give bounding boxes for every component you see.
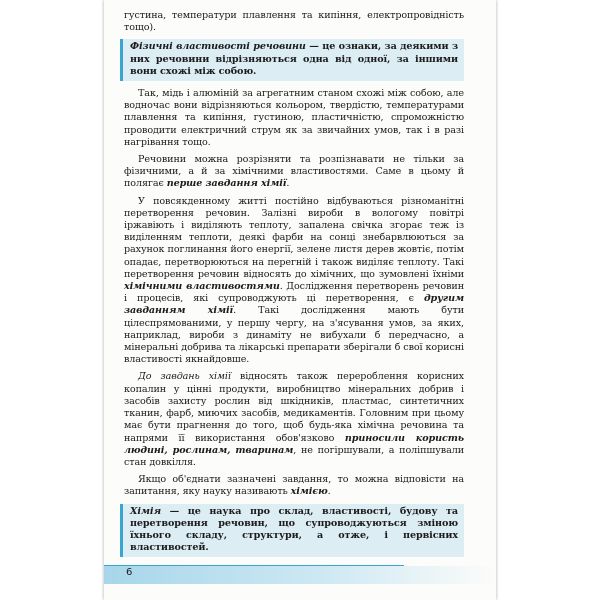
emphasis-chemical-properties: хімічними властивостями <box>124 281 280 293</box>
question-paragraph <box>124 474 464 498</box>
definition-text: — це ознаки, за деякими з них речовини відрізняються одна від одної, за іншими вони схожі між собою. <box>130 41 458 77</box>
footer-band <box>104 566 496 584</box>
first-task-paragraph <box>124 154 464 191</box>
text-span: . Дослідження перетворень речовин і процесів, які супроводжують ці перетворення, є <box>124 281 464 305</box>
everyday-paragraph <box>124 196 464 367</box>
text-span: Речовини можна розрізняти та розпізнавати не тільки за фізичними, а й за хімічними властивостями. Саме в цьому й полягає <box>124 154 464 190</box>
definition-chemistry <box>120 504 464 558</box>
definition-text: — це наука про склад, властивості, будову та перетворення речовин, що супроводжуються зміною їхнього складу, структури, а отже, і первісних властивостей. <box>130 505 458 554</box>
intro-paragraph: густина, температури плавлення та кипіння, електропровідність тощо). <box>124 10 464 34</box>
text-span: . <box>286 178 290 190</box>
term-chemistry: Хімія <box>130 505 161 517</box>
text-span: відносять також перероблення корисних копалин у цінні продукти, виробництво мінеральних добрив і засобів захисту рослин від шкідників, пластмас, синтетичних тканин, фарб, миючих засобів, медикаментів. Головним при цьому має бути прагнення до того, щоб будь-яка хімічна речовина та напрями її використання обов'язково <box>124 371 464 444</box>
page-number: 6 <box>126 567 133 578</box>
callout-accent-bar <box>120 39 123 81</box>
text-span: , не погіршували, а поліпшували стан довкілля. <box>124 444 464 468</box>
definition-physical-properties <box>120 39 464 81</box>
text-span: У повсякденному житті постійно відбуваються різноманітні перетворення речовин. Залізні вироби в вологому повітрі іржавіють і виділяють теплоту, запалена свічка згорає теж із виділенням теплоти, деякі фарби на сонці знебарвлюються за рахунок поглинання його енергії, зелене листя дерев жовтіє, потім опадає, перетворюються на перегній і також виділяє теплоту. Такі перетворення речовин відносять до хімічних, що зумовлені їхніми <box>124 195 464 280</box>
page-content <box>124 10 464 564</box>
emphasis-chemistry: хімією <box>290 486 328 498</box>
emphasis-second-task: другим завданням хімії <box>124 293 464 317</box>
text-span: . Такі дослідження мають бути цілеспрямованими, у першу чергу, на з'ясування умов, за яких, наприклад, вироби з динаміту не вибухали б передчасно, а мінеральні добрива та лікарські препарати зберігали б свої корисні властивості якнайдовше. <box>124 305 464 366</box>
text-span: Якщо об'єднати зазначені завдання, то можна відповісти на запитання, яку науку називають <box>124 474 464 498</box>
tasks-paragraph <box>124 371 464 469</box>
emphasis-tasks-of-chemistry: До завдань хімії <box>138 371 231 383</box>
emphasis-benefit: приносили користь людині, рослинам, тваринам <box>124 432 464 456</box>
callout-accent-bar <box>120 504 123 558</box>
text-span: . <box>327 486 331 498</box>
textbook-page <box>104 0 496 600</box>
emphasis-first-task: перше завдання хімії <box>166 178 287 190</box>
metals-paragraph: Так, мідь і алюміній за агрегатним станом схожі між собою, але водночас вони відрізняються кольором, твердістю, температурами плавлення та кипіння, густиною, пластичністю, спроможністю проводити електричний струм як за звичайних умов, так і в разі нагрівання тощо. <box>124 88 464 148</box>
term-physical-properties: Фізичні властивості речовини <box>130 41 306 53</box>
